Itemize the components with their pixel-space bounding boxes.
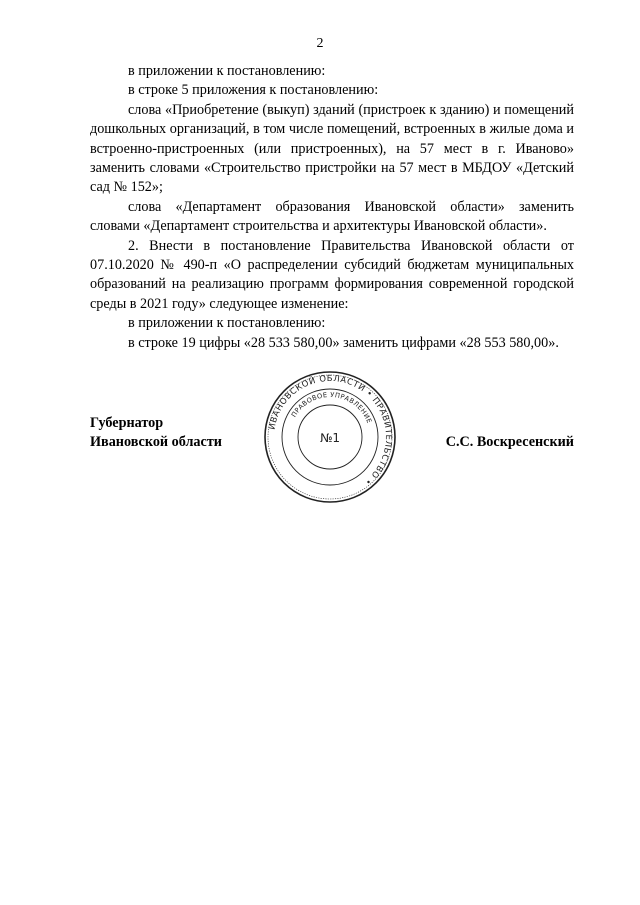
paragraph: слова «Приобретение (выкуп) зданий (пристроек к зданию) и помещений дошкольных организаций, в том числе помещений, встроенных в жилые дома и встроенно-пристроенных (или пристроенных), на 57 мест в г. Иваново» заменить словами «Строительство пристройки на 57 мест в МБДОУ «Детский сад № 152»; <box>90 101 574 196</box>
svg-text:ПРАВОВОЕ УПРАВЛЕНИЕ <box>290 391 374 425</box>
seal-inner-text: ПРАВОВОЕ УПРАВЛЕНИЕ <box>289 390 374 425</box>
seal-outer-text: ИВАНОВСКОЙ ОБЛАСТИ • ПРАВИТЕЛЬСТВО • <box>266 372 395 488</box>
paragraph: 2. Внести в постановление Правительства Ивановской области от 07.10.2020 № 490-п «О распределении субсидий бюджетам муниципальных образований на реализацию программ формирования современной городской среды в 2021 году» следующее изменение: <box>90 237 574 312</box>
signature-name: С.С. Воскресенский <box>445 434 574 450</box>
paragraph: в приложении к постановлению: <box>128 63 326 79</box>
signature-title <box>90 414 222 452</box>
seal-center-text: №1 <box>319 431 341 445</box>
document-body <box>90 62 574 353</box>
paragraph: в строке 5 приложения к постановлению: <box>128 82 379 99</box>
signature-title-line2: Ивановской области <box>90 434 222 450</box>
paragraph: слова «Департамент образования Ивановской области» заменить словами «Департамент строительства и архитектуры Ивановской области». <box>90 198 574 235</box>
paragraph: в строке 19 цифры «28 533 580,00» заменить цифрами «28 553 580,00». <box>128 334 559 351</box>
paragraph: в приложении к постановлению: <box>128 315 326 332</box>
signature-title-line1: Губернатор <box>90 415 164 431</box>
page-number: 2 <box>316 36 324 51</box>
official-seal-stamp <box>263 370 397 504</box>
